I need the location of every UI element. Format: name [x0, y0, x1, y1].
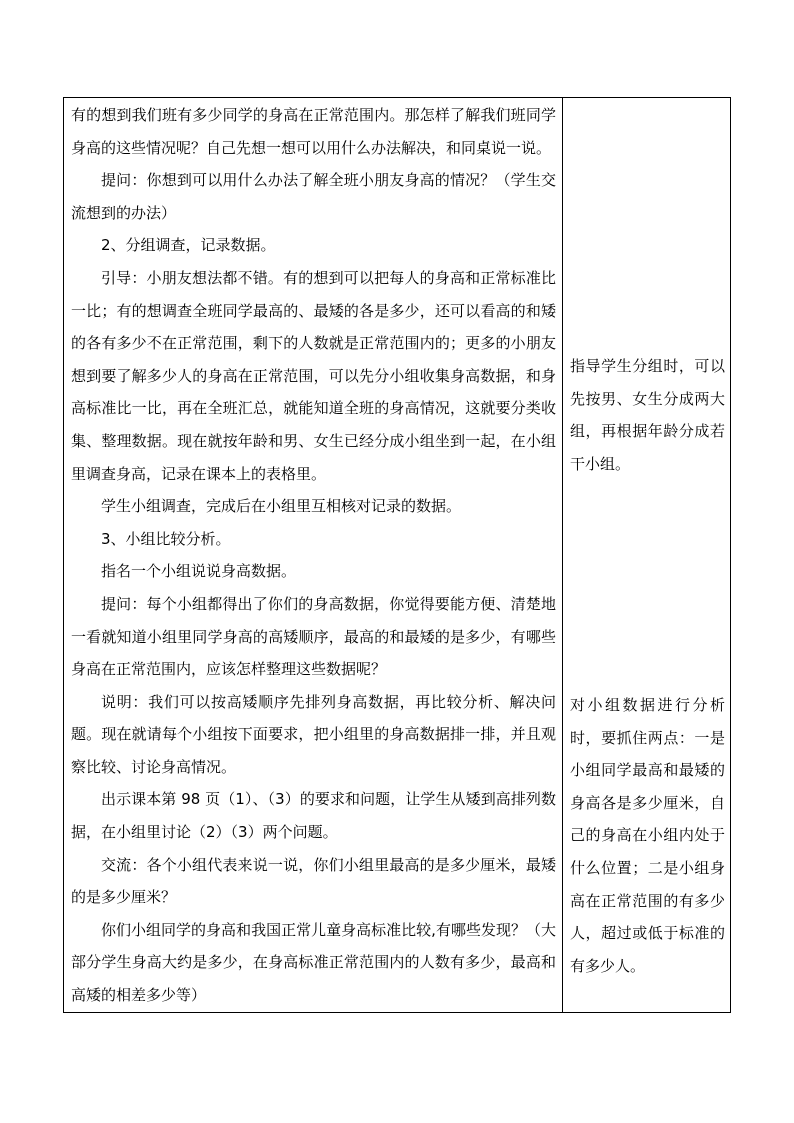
paragraph-question-organize: 提问：每个小组都得出了你们的身高数据，你觉得要能方便、清楚地一看就知道小组里同学身高的高矮顺序，最高的和最矮的是多少，有哪些身高在正常范围内，应该怎样整理这些数据呢？ — [71, 594, 556, 679]
paragraph-comparison: 你们小组同学的身高和我国正常儿童身高标准比较,有哪些发现？（大部分学生身高大约是多少，在身高标准正常范围内的人数有多少，最高和高矮的相差多少等） — [71, 920, 556, 1005]
paragraph-report-data: 指名一个小组说说身高数据。 — [101, 562, 297, 581]
paragraph-exchange: 交流：各个小组代表来说一说，你们小组里最高的是多少厘米，最矮的是多少厘米？ — [71, 855, 556, 907]
section-heading-group-analysis: 3、小组比较分析。 — [101, 529, 231, 548]
paragraph-intro: 有的想到我们班有多少同学的身高在正常范围内。那怎样了解我们班同学身高的这些情况呢？自己先想一想可以用什么办法解决，和同桌说一说。 — [71, 106, 556, 157]
side-note-analysis: 对小组数据进行分析时，要抓住两点：一是小组同学最高和最矮的身高各是多少厘米，自己的身高在小组内处于什么位置；二是小组身高在正常范围的有多少人，超过或低于标准的有多少人。 — [570, 696, 725, 975]
paragraph-group-survey: 学生小组调查，完成后在小组里互相核对记录的数据。 — [101, 497, 462, 516]
teaching-notes-cell — [563, 98, 731, 1013]
table-row — [64, 98, 731, 1013]
paragraph-textbook-task: 出示课本第 98 页（1）、（3）的要求和问题，让学生从矮到高排列数据，在小组里讨论（2）（3）两个问题。 — [71, 790, 556, 842]
paragraph-explanation: 说明：我们可以按高矮顺序先排列身高数据，再比较分析、解决问题。现在就请每个小组按下面要求，把小组里的身高数据排一排，并且观察比较、讨论身高情况。 — [71, 692, 556, 776]
lesson-plan-table — [63, 97, 731, 1013]
side-note-grouping: 指导学生分组时，可以先按男、女生分成两大组，再根据年龄分成若干小组。 — [570, 357, 725, 473]
teaching-process-cell — [64, 98, 563, 1013]
paragraph-question-method: 提问：你想到可以用什么办法了解全班小朋友身高的情况？（学生交流想到的办法） — [71, 171, 556, 222]
paragraph-guidance: 引导：小朋友想法都不错。有的想到可以把每人的身高和正常标准比一比；有的想调查全班同学最高的、最矮的各是多少，还可以看高的和矮的各有多少不在正常范围，剩下的人数就是正常范围内的；更多的小朋友想到要了解多少人的身高在正常范围，可以先分小组收集身高数据，和身高标准比一比，再在全班汇总，就能知道全班的身高情况，这就要分类收集、整理数据。现在就按年龄和男、女生已经分成小组坐到一起，在小组里调查身高，记录在课本上的表格里。 — [71, 268, 556, 483]
section-heading-group-survey: 2、分组调查，记录数据。 — [101, 236, 276, 255]
